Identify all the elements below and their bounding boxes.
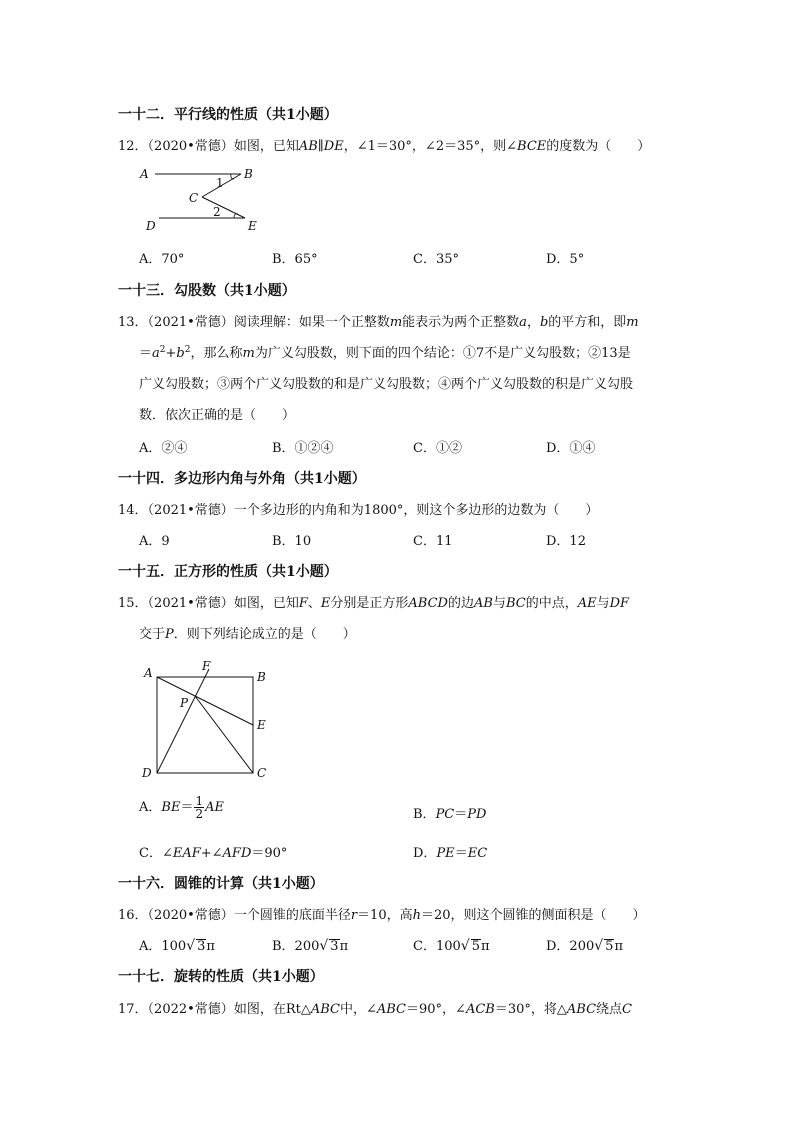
label-a: A: [144, 666, 153, 680]
section-heading-16: 一十六．圆锥的计算（共1小题）: [118, 876, 324, 892]
option-16-c: C．100√ 5π: [413, 938, 490, 954]
question-13-line-2: $=a^2+b^2$，那么称m为广义勾股数，则下面的四个结论：①7不是广义勾股数；②13是: [139, 345, 631, 361]
section-heading-12: 一十二．平行线的性质（共1小题）: [118, 107, 338, 123]
question-13-line-1: 13．（2021•常德）阅读理解：如果一个正整数m能表示为两个正整数a，b的平方和，即m: [118, 315, 639, 330]
section-heading-15: 一十五．正方形的性质（共1小题）: [118, 564, 338, 580]
question-17-text: 17．（2022•常德）如图，在Rt△ABC中，∠ABC＝90°，∠ACB＝30°，将△ABC绕点C: [118, 1002, 632, 1017]
label-e: E: [248, 219, 257, 233]
label-d: D: [146, 219, 156, 233]
square-abcd: [157, 677, 253, 773]
line-ce: [202, 197, 245, 218]
label-p: P: [180, 696, 189, 710]
figure-square: [135, 655, 275, 785]
label-e: E: [257, 718, 266, 732]
option-14-a: A．9: [139, 534, 170, 549]
option-16-b: B．200√ 3π: [272, 938, 349, 954]
option-12-d: D．5°: [546, 252, 585, 267]
question-13-line-4: 数．依次正确的是（ ）: [139, 408, 296, 423]
question-15-line-1: 15．（2021•常德）如图，已知F、E分别是正方形ABCD的边AB与BC的中点，AE与DF: [118, 596, 630, 611]
option-15-b: B．PC＝PD: [413, 807, 487, 822]
option-16-a: A．100√ 3π: [139, 938, 215, 954]
option-13-a: A．②④: [139, 441, 188, 456]
option-12-a: A．70°: [139, 252, 185, 267]
label-b: B: [257, 670, 266, 684]
option-13-d: D．①④: [546, 441, 596, 456]
label-c: C: [189, 191, 199, 205]
label-b: B: [244, 167, 253, 181]
fraction-one-half: $\frac{1}{2}$: [195, 794, 204, 821]
option-15-c: C．∠EAF+∠AFD＝90°: [139, 846, 288, 861]
option-13-c: C．①②: [413, 441, 462, 456]
label-angle-2: 2: [213, 205, 221, 219]
option-12-c: C．35°: [413, 252, 459, 267]
option-16-d: D．200√ 5π: [546, 938, 623, 954]
option-15-a: A．BE＝ $\frac{1}{2}$ AE: [139, 794, 224, 821]
figure-parallel-lines: [135, 160, 265, 240]
option-14-b: B．10: [272, 534, 312, 549]
question-16-text: 16．（2020•常德）一个圆锥的底面半径r＝10，高h＝20，则这个圆锥的侧面积是（ ）: [118, 908, 646, 923]
label-a: A: [140, 167, 149, 181]
line-df: [157, 669, 209, 773]
option-13-b: B．①②④: [272, 441, 334, 456]
line-pc: [195, 696, 253, 773]
question-12-text: 12．（2020•常德）如图，已知AB∥DE，∠1＝30°，∠2＝35°，则∠BCE的度数为（ ）: [118, 139, 651, 154]
label-d: D: [142, 766, 152, 780]
question-15-line-2: 交于P．则下列结论成立的是（ ）: [139, 627, 356, 642]
option-14-c: C．11: [413, 534, 453, 549]
section-heading-17: 一十七．旋转的性质（共1小题）: [118, 969, 324, 985]
option-12-b: B．65°: [272, 252, 318, 267]
option-15-d: D．PE＝EC: [413, 846, 488, 861]
question-13-line-3: 广义勾股数；③两个广义勾股数的和是广义勾股数；④两个广义勾股数的积是广义勾股: [139, 377, 634, 392]
question-14-text: 14．（2021•常德）一个多边形的内角和为1800°，则这个多边形的边数为（ ）: [118, 503, 599, 518]
section-heading-14: 一十四．多边形内角与外角（共1小题）: [118, 471, 366, 487]
line-ae: [157, 677, 253, 725]
option-14-d: D．12: [546, 534, 586, 549]
label-angle-1: 1: [216, 176, 224, 190]
label-f: F: [202, 659, 211, 673]
section-heading-13: 一十三．勾股数（共1小题）: [118, 283, 296, 299]
label-c: C: [257, 766, 267, 780]
